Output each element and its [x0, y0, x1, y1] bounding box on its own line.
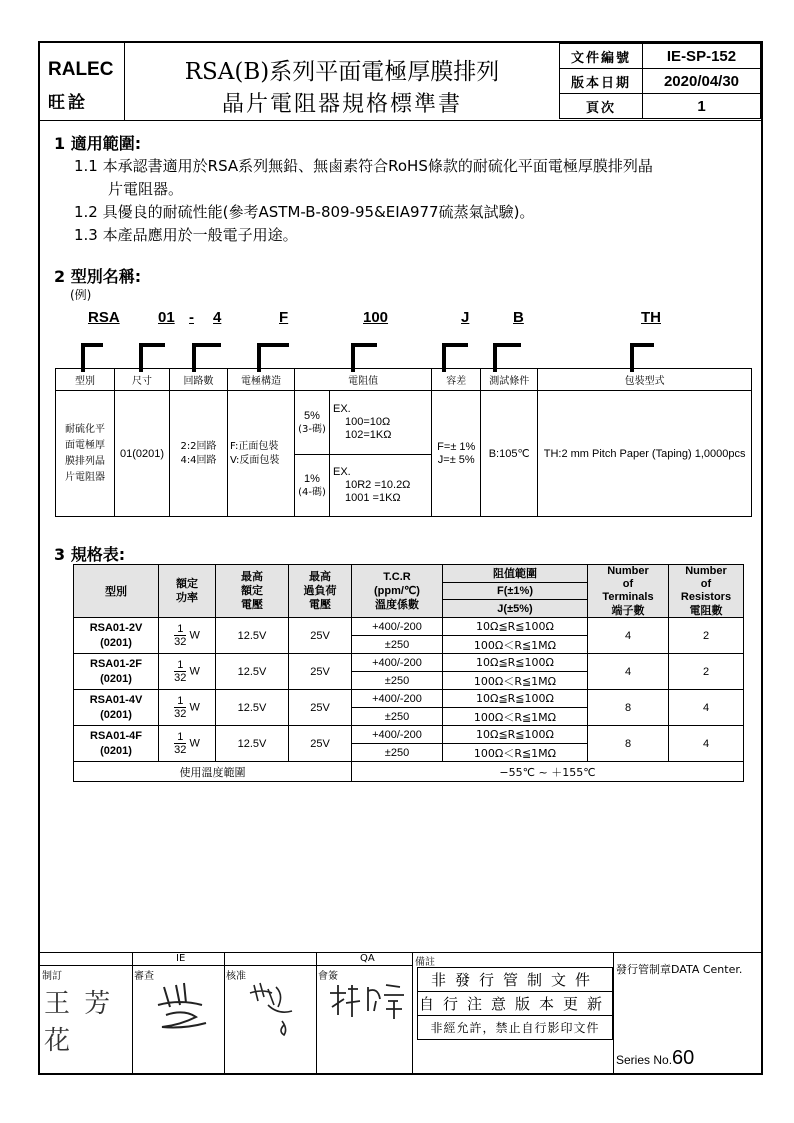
hdr-electrode: 電極構造: [228, 369, 295, 391]
spec-hdr-line: 額定: [241, 584, 263, 597]
type-desc-line: 膜排列晶: [65, 455, 105, 467]
spec-hdr-max-voltage: [216, 565, 289, 618]
spec-hdr-line: 功率: [176, 591, 198, 604]
res-ex-line: 1001 =1KΩ: [345, 492, 401, 504]
scope-item-1-cont: 片電阻器。: [108, 180, 184, 198]
spec-row-model: [74, 726, 159, 762]
spec-row-resistors: 2: [669, 618, 744, 654]
issue-stamp-text: 發行管制章DATA Center.: [616, 963, 743, 976]
power-fraction: [174, 623, 186, 648]
spec-row-resistors: 4: [669, 690, 744, 726]
spec-row-range: 100Ω＜R≦1MΩ: [443, 672, 588, 690]
spec-row-tcr: +400/-200: [352, 618, 443, 636]
electrode-line: V:反面包裝: [230, 454, 280, 466]
approver-signature: [238, 975, 308, 1039]
circuits-line: 2:2回路: [180, 440, 217, 452]
spec-row-power: [159, 726, 216, 762]
spec-hdr-line: of: [700, 578, 712, 590]
scope-item-2: [74, 201, 534, 222]
code-type: RSA: [88, 309, 120, 326]
code-packaging: TH: [641, 309, 661, 326]
spec-hdr-type: 型別: [74, 565, 159, 618]
qa-signature: [324, 977, 408, 1027]
code-size: 01: [158, 309, 175, 326]
type-desc-line: 耐硫化平: [65, 423, 105, 435]
power-fraction: [174, 659, 186, 684]
test-value: B:105℃: [481, 391, 538, 517]
spec-hdr-terminals: [588, 565, 669, 618]
review-cell: [132, 953, 225, 1074]
spec-row-overload: 25V: [289, 618, 352, 654]
temp-range-label: 使用溫度範圍: [74, 762, 352, 782]
spec-table: [73, 564, 744, 782]
spec-hdr-line: Number: [607, 565, 649, 577]
control-line-2: 自行注意版本更新: [418, 992, 613, 1016]
res-ex-line: 10R2 =10.2Ω: [345, 479, 411, 491]
approval-footer: [40, 952, 761, 1074]
model-name: RSA01-2F: [90, 657, 142, 670]
model-name: RSA01-4F: [90, 729, 142, 742]
spec-hdr-line: 最高: [241, 570, 263, 583]
spec-hdr-line: 電壓: [309, 598, 331, 611]
section-2-title: 2 型別名稱:: [54, 267, 142, 286]
spec-row-terminals: 8: [588, 690, 669, 726]
spec-row-tcr: ±250: [352, 744, 443, 762]
res-ex-line: 102=1KΩ: [345, 429, 392, 441]
scope-item-1: [74, 155, 653, 176]
code-electrode: F: [279, 309, 289, 326]
model-name: RSA01-2V: [89, 621, 143, 634]
spec-hdr-line: Number: [685, 565, 727, 577]
document-meta-table: [559, 43, 761, 119]
res-1pct-digits: (4-碼): [298, 486, 326, 498]
control-stamp: [417, 967, 613, 1040]
spec-row-voltage: 12.5V: [216, 654, 289, 690]
spec-row-range: 10Ω≦R≦100Ω: [443, 618, 588, 636]
spec-row-range: 100Ω＜R≦1MΩ: [443, 744, 588, 762]
code-circuits: 4: [213, 309, 222, 326]
control-line-1: 非發行管制文件: [418, 968, 613, 992]
power-denominator: 32: [174, 636, 187, 648]
temp-range-value: −55℃ ~ ＋155℃: [352, 762, 744, 782]
spec-hdr-line: T.C.R: [383, 571, 411, 583]
scope-item-num: 1.1: [74, 157, 98, 175]
spec-hdr-max-overload: [289, 565, 352, 618]
doc-number-label: 文件編號: [560, 44, 643, 69]
spec-hdr-range-j: J(±5%): [443, 600, 588, 618]
spec-row-power: [159, 690, 216, 726]
dept-qa: QA: [360, 953, 375, 964]
spec-hdr-line: 最高: [309, 570, 331, 583]
power-fraction: [174, 731, 186, 756]
made-label: 制訂: [42, 971, 62, 982]
tolerance-value: [432, 391, 481, 517]
spec-row-tcr: ±250: [352, 672, 443, 690]
res-ex-line: 100=10Ω: [345, 416, 391, 428]
page-label: 頁次: [560, 94, 643, 119]
scope-item-num: 1.3: [74, 226, 98, 244]
scope-item-num: 1.2: [74, 203, 98, 221]
packaging-value: TH:2 mm Pitch Paper (Taping) 1,0000pcs: [538, 391, 752, 517]
type-desc-line: 面電極厚: [65, 439, 105, 451]
document-frame: [38, 41, 763, 1075]
res-ex-label: EX.: [333, 403, 351, 415]
model-name: RSA01-4V: [89, 693, 143, 706]
spec-row-tcr: ±250: [352, 636, 443, 654]
control-line-3: 非經允許，禁止自行影印文件: [418, 1016, 613, 1040]
spec-row-overload: 25V: [289, 690, 352, 726]
series-value: 60: [672, 1047, 695, 1069]
sign-cell: [316, 953, 413, 1074]
power-fraction: [174, 695, 186, 720]
review-label: 審查: [134, 971, 154, 982]
power-denominator: 32: [174, 744, 187, 756]
res-5pct-label: [295, 391, 330, 455]
spec-row-tcr: ±250: [352, 708, 443, 726]
spec-row-range: 100Ω＜R≦1MΩ: [443, 708, 588, 726]
company-logo: [40, 43, 125, 120]
hdr-type: 型別: [56, 369, 115, 391]
spec-row-voltage: 12.5V: [216, 618, 289, 654]
section-1-title: 1 適用範圍:: [54, 134, 142, 153]
spec-hdr-tcr: [352, 565, 443, 618]
spec-row-model: [74, 690, 159, 726]
model-size: (0201): [100, 636, 132, 649]
spec-row-terminals: 4: [588, 654, 669, 690]
type-name-table: [55, 368, 752, 517]
spec-hdr-range-f: F(±1%): [443, 582, 588, 600]
power-numerator: 1: [174, 659, 186, 672]
spec-hdr-line: 額定: [176, 577, 198, 590]
spec-row-power: [159, 654, 216, 690]
reviewer-signature: [150, 975, 214, 1035]
doc-number-value: IE-SP-152: [643, 44, 761, 69]
hdr-test: 測試條件: [481, 369, 538, 391]
power-unit: W: [189, 701, 200, 714]
page-value: 1: [643, 94, 761, 119]
note-label: 備註: [415, 957, 435, 968]
company-name-en: RALEC: [48, 59, 114, 80]
section-3-title: 3 規格表:: [54, 545, 126, 564]
hdr-size: 尺寸: [115, 369, 170, 391]
spec-hdr-line: 溫度係數: [375, 598, 419, 611]
electrode-value: [228, 391, 295, 517]
hdr-circuits: 回路數: [170, 369, 228, 391]
spec-row-range: 10Ω≦R≦100Ω: [443, 726, 588, 744]
spec-row-tcr: +400/-200: [352, 690, 443, 708]
sign-label: 會簽: [318, 971, 338, 982]
spec-hdr-line: 端子數: [611, 604, 645, 617]
scope-item-3: [74, 224, 298, 245]
scope-item-text: 本承認書適用於RSA系列無鉛、無鹵素符合RoHS條款的耐硫化平面電極厚膜排列晶: [102, 157, 653, 175]
model-size: (0201): [100, 672, 132, 685]
scope-item-text: 本產品應用於一般電子用途。: [102, 226, 298, 244]
issue-stamp: [616, 961, 742, 977]
spec-row-terminals: 4: [588, 618, 669, 654]
version-date-value: 2020/04/30: [643, 69, 761, 94]
res-5pct-digits: (3-碼): [298, 423, 326, 435]
spec-hdr-line: 電阻數: [689, 604, 723, 617]
circuits-value: [170, 391, 228, 517]
power-numerator: 1: [174, 695, 186, 708]
series-number: [616, 1047, 694, 1070]
spec-row-model: [74, 618, 159, 654]
scope-item-text: 具優良的耐硫性能(參考ASTM-B-809-95&EIA977硫蒸氣試驗)。: [102, 203, 535, 221]
spec-hdr-line: of: [622, 578, 634, 590]
power-denominator: 32: [174, 672, 187, 684]
spec-row-voltage: 12.5V: [216, 726, 289, 762]
res-1pct-label: [295, 455, 330, 517]
spec-hdr-line: 過負荷: [303, 584, 337, 597]
spec-hdr-resistors: [669, 565, 744, 618]
hdr-packaging: 包裝型式: [538, 369, 752, 391]
power-denominator: 32: [174, 708, 187, 720]
spec-row-overload: 25V: [289, 726, 352, 762]
approve-label: 核准: [226, 971, 246, 982]
code-tolerance: J: [461, 309, 470, 326]
size-value: 01(0201): [115, 391, 170, 517]
hdr-tolerance: 容差: [432, 369, 481, 391]
power-unit: W: [189, 737, 200, 750]
approve-cell: [224, 953, 317, 1074]
dept-ie: IE: [176, 953, 186, 964]
spec-row-model: [74, 654, 159, 690]
model-size: (0201): [100, 708, 132, 721]
res-5pct-pct: 5%: [304, 409, 320, 422]
company-name-zh: 旺詮: [48, 93, 88, 113]
code-test: B: [513, 309, 524, 326]
res-ex-label: EX.: [333, 466, 351, 478]
spec-hdr-line: Terminals: [602, 591, 654, 603]
res-5pct-example: [330, 391, 432, 455]
electrode-line: F:正面包裝: [230, 440, 279, 452]
spec-row-terminals: 8: [588, 726, 669, 762]
spec-row-resistors: 4: [669, 726, 744, 762]
type-desc: [56, 391, 115, 517]
version-date-label: 版本日期: [560, 69, 643, 94]
title-line-1: RSA(B)系列平面電極厚膜排列: [184, 59, 500, 85]
spec-row-tcr: +400/-200: [352, 726, 443, 744]
spec-row-resistors: 2: [669, 654, 744, 690]
title-line-2: 晶片電阻器規格標準書: [221, 92, 462, 117]
type-desc-line: 片電阻器: [65, 471, 105, 483]
spec-row-voltage: 12.5V: [216, 690, 289, 726]
spec-row-power: [159, 618, 216, 654]
circuits-line: 4:4回路: [180, 454, 217, 466]
document-title: [125, 43, 559, 120]
hdr-resistance: 電阻值: [295, 369, 432, 391]
code-resistance: 100: [363, 309, 389, 326]
spec-row-range: 10Ω≦R≦100Ω: [443, 690, 588, 708]
spec-hdr-range: 阻值範圍: [443, 565, 588, 583]
maker-signature: 王 芳 花: [44, 989, 114, 1056]
spec-row-overload: 25V: [289, 654, 352, 690]
spec-row-range: 10Ω≦R≦100Ω: [443, 654, 588, 672]
tolerance-line: F=± 1%: [437, 440, 476, 453]
series-label: Series No.: [616, 1053, 673, 1067]
document-header: [40, 43, 761, 121]
spec-hdr-line: 電壓: [241, 598, 263, 611]
made-cell: [40, 953, 133, 1074]
spec-hdr-line: Resistors: [680, 591, 732, 603]
spec-hdr-line: (ppm/℃): [374, 585, 420, 597]
power-numerator: 1: [174, 623, 186, 636]
res-1pct-pct: 1%: [304, 472, 320, 485]
model-size: (0201): [100, 744, 132, 757]
tolerance-line: J=± 5%: [437, 453, 475, 466]
example-label: (例): [70, 288, 92, 302]
power-unit: W: [189, 665, 200, 678]
code-dash: -: [189, 309, 194, 326]
spec-row-range: 100Ω＜R≦1MΩ: [443, 636, 588, 654]
spec-row-tcr: +400/-200: [352, 654, 443, 672]
spec-hdr-power: [159, 565, 216, 618]
power-numerator: 1: [174, 731, 186, 744]
power-unit: W: [189, 629, 200, 642]
res-1pct-example: [330, 455, 432, 517]
